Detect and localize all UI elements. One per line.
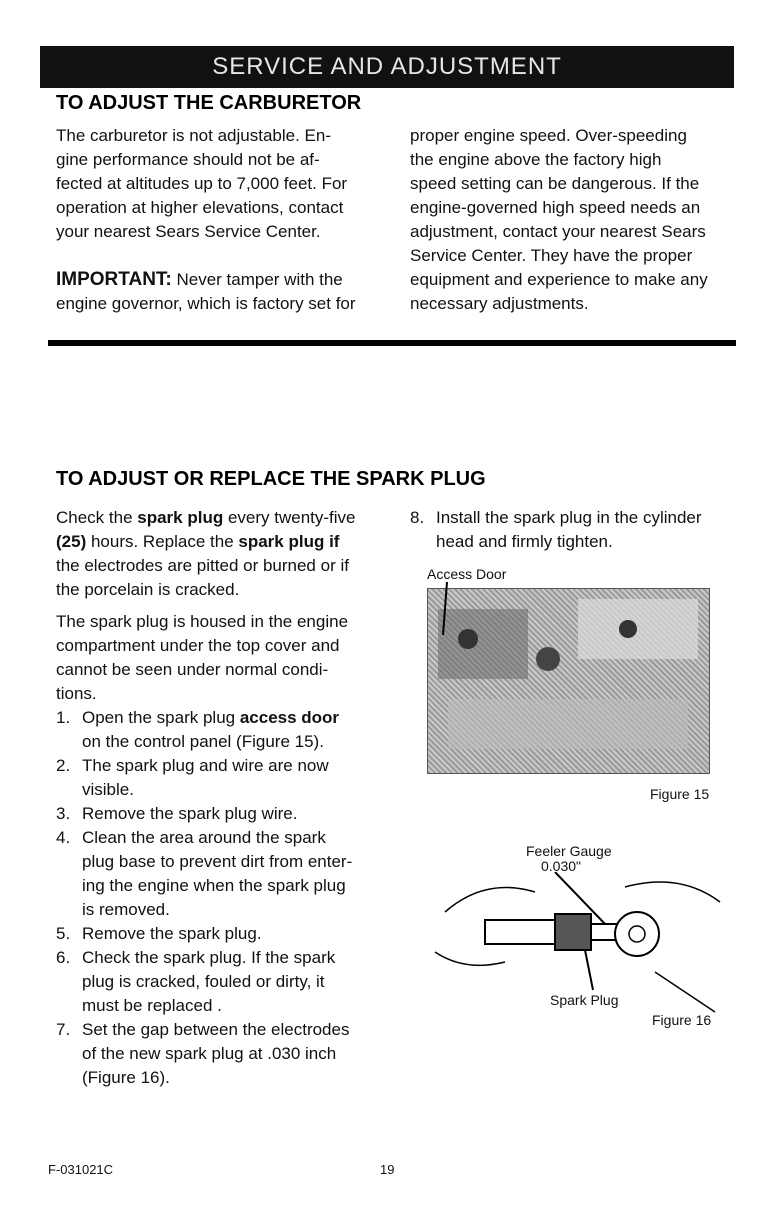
text-line: Service Center. They have the proper bbox=[410, 246, 693, 265]
step-number: 5. bbox=[56, 924, 71, 943]
step-number: 6. bbox=[56, 948, 71, 967]
text-line: is removed. bbox=[82, 900, 170, 919]
feeler-gauge-ring bbox=[615, 912, 659, 956]
access-door-leader bbox=[427, 580, 487, 640]
page-number: 19 bbox=[380, 1162, 395, 1177]
hand-left-outline bbox=[445, 888, 535, 913]
figure-15-caption: Figure 15 bbox=[650, 786, 710, 802]
step-number: 1. bbox=[56, 708, 71, 727]
text-line: plug is cracked, fouled or dirty, it bbox=[82, 972, 325, 991]
banner-title: SERVICE AND ADJUSTMENT bbox=[212, 53, 562, 80]
hand-right-lower bbox=[655, 972, 715, 1012]
spark-plug-col-2 bbox=[410, 506, 750, 554]
knob-center bbox=[536, 647, 560, 671]
text-line: plug base to prevent dirt from enter- bbox=[82, 852, 353, 871]
text-run-bold: spark plug bbox=[137, 508, 224, 527]
leader-line bbox=[443, 582, 447, 635]
text-line: visible. bbox=[82, 780, 134, 799]
text-line: the porcelain is cracked. bbox=[56, 580, 240, 599]
spark-plug-housed bbox=[56, 610, 396, 706]
step-item bbox=[56, 922, 396, 946]
spark-plug-body bbox=[485, 920, 555, 944]
text-line: Set the gap between the electrodes bbox=[82, 1020, 350, 1039]
text-line: The carburetor is not adjustable. En- bbox=[56, 126, 331, 145]
text-line: engine governor, which is factory set for bbox=[56, 294, 356, 313]
carburetor-col-2 bbox=[410, 124, 750, 316]
spark-plug-heading: TO ADJUST OR REPLACE THE SPARK PLUG bbox=[56, 468, 486, 490]
hand-right-outline bbox=[625, 882, 720, 902]
steps-list bbox=[56, 706, 396, 1090]
text-line: head and firmly tighten. bbox=[436, 532, 613, 551]
text-line: adjustment, contact your nearest Sears bbox=[410, 222, 706, 241]
spark-plug-hex bbox=[555, 914, 591, 950]
step-item bbox=[56, 802, 396, 826]
feeler-gauge-label: Feeler Gauge bbox=[526, 843, 612, 859]
step-number: 2. bbox=[56, 756, 71, 775]
text-run: Open the spark plug bbox=[82, 708, 240, 727]
text-line: The spark plug is housed in the engine bbox=[56, 612, 349, 631]
step-number: 7. bbox=[56, 1020, 71, 1039]
step-item bbox=[56, 706, 396, 754]
carburetor-heading: TO ADJUST THE CARBURETOR bbox=[56, 92, 362, 114]
text-run: Check the bbox=[56, 508, 138, 527]
important-para bbox=[56, 268, 386, 316]
text-line: (Figure 16). bbox=[82, 1068, 170, 1087]
access-door-label: Access Door bbox=[427, 566, 507, 582]
footer-code: F-031021C bbox=[48, 1162, 114, 1177]
text-line: on the control panel (Figure 15). bbox=[82, 732, 324, 751]
text-line: cannot be seen under normal condi- bbox=[56, 660, 329, 679]
text-line: gine performance should not be af- bbox=[56, 150, 320, 169]
hand-left-lower bbox=[435, 952, 505, 965]
carburetor-col-1 bbox=[56, 124, 386, 316]
text-run: every twenty-five bbox=[223, 508, 356, 527]
spark-plug-label: Spark Plug bbox=[550, 992, 619, 1008]
important-label: IMPORTANT: bbox=[56, 269, 172, 290]
text-line: Remove the spark plug wire. bbox=[82, 804, 298, 823]
carburetor-para-1 bbox=[56, 124, 386, 244]
text-line: equipment and experience to make any bbox=[410, 270, 708, 289]
text-run-bold: (25) bbox=[56, 532, 87, 551]
text-line: must be replaced . bbox=[82, 996, 222, 1015]
text-line: engine-governed high speed needs an bbox=[410, 198, 701, 217]
plug-leader-line bbox=[585, 950, 593, 990]
section-divider bbox=[48, 340, 736, 346]
text-line: Never tamper with the bbox=[171, 270, 343, 289]
step-number: 3. bbox=[56, 804, 71, 823]
step-item bbox=[56, 946, 396, 1018]
text-line: operation at higher elevations, contact bbox=[56, 198, 344, 217]
text-run-bold: spark plug if bbox=[238, 532, 340, 551]
text-line: proper engine speed. Over-speeding bbox=[410, 126, 687, 145]
text-line: the electrodes are pitted or burned or if bbox=[56, 556, 349, 575]
text-line: of the new spark plug at .030 inch bbox=[82, 1044, 337, 1063]
spark-plug-intro bbox=[56, 506, 396, 602]
spark-plug-tip bbox=[591, 924, 617, 940]
text-line: Check the spark plug. If the spark bbox=[82, 948, 336, 967]
section-banner bbox=[40, 46, 734, 88]
text-line: necessary adjustments. bbox=[410, 294, 589, 313]
figure-16-caption: Figure 16 bbox=[652, 1012, 712, 1028]
step-item bbox=[410, 506, 750, 554]
panel-highlight bbox=[578, 599, 698, 659]
text-line: your nearest Sears Service Center. bbox=[56, 222, 321, 241]
text-line: fected at altitudes up to 7,000 feet. For bbox=[56, 174, 348, 193]
text-run-bold: access door bbox=[239, 708, 340, 727]
text-line: tions. bbox=[56, 684, 97, 703]
panel-lower bbox=[448, 699, 688, 749]
step-item bbox=[56, 754, 396, 802]
text-line: ing the engine when the spark plug bbox=[82, 876, 346, 895]
text-line: Clean the area around the spark bbox=[82, 828, 326, 847]
text-run: hours. Replace the bbox=[86, 532, 239, 551]
text-line: speed setting can be dangerous. If the bbox=[410, 174, 700, 193]
steps-list-continued bbox=[410, 506, 750, 554]
spark-plug-col-1 bbox=[56, 506, 396, 1090]
gap-value-label: 0.030" bbox=[541, 858, 582, 874]
step-item bbox=[56, 1018, 396, 1090]
step-number: 8. bbox=[410, 508, 425, 527]
text-line: The spark plug and wire are now bbox=[82, 756, 329, 775]
step-number: 4. bbox=[56, 828, 71, 847]
carburetor-para-2 bbox=[410, 124, 750, 316]
text-line: Remove the spark plug. bbox=[82, 924, 262, 943]
knob-right bbox=[619, 620, 637, 638]
text-line: compartment under the top cover and bbox=[56, 636, 340, 655]
text-line: the engine above the factory high bbox=[410, 150, 662, 169]
text-line: Install the spark plug in the cylinder bbox=[436, 508, 702, 527]
step-item bbox=[56, 826, 396, 922]
